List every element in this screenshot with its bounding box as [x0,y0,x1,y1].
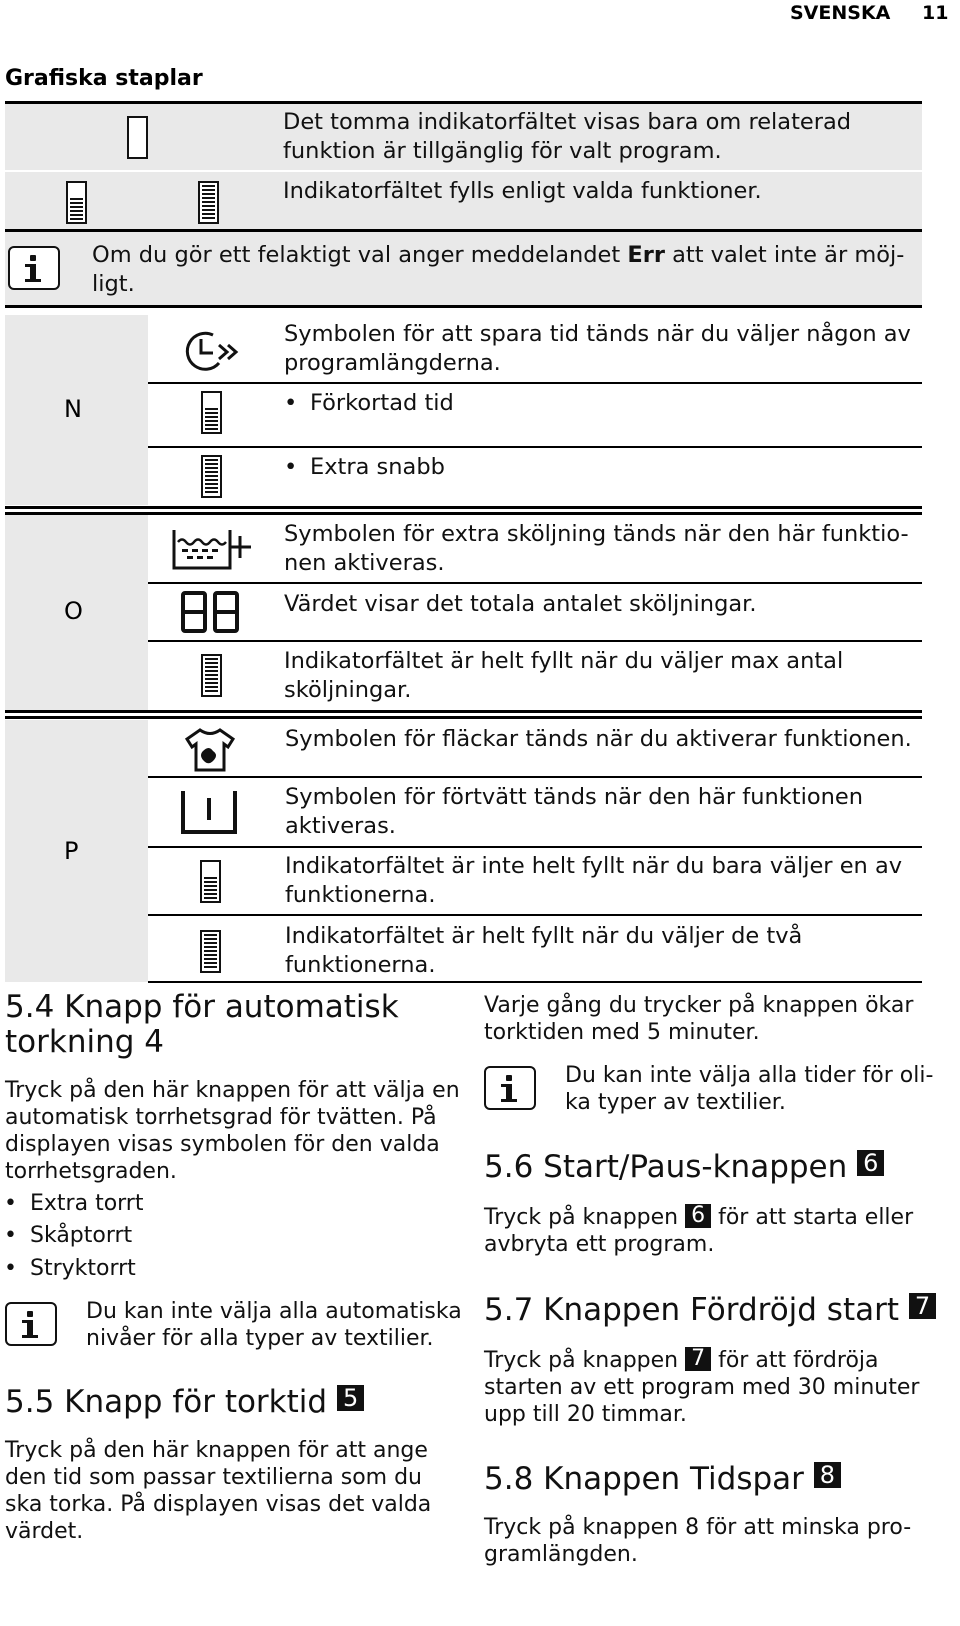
section-5-4-body: Tryck på den här knappen för att välja en automatisk torrhetsgrad för tvätten. På displayen visas symbolen för den valda torrhetsgraden. [5,1078,460,1184]
o-row2-text: Värdet visar det totala antalet sköljningar. [284,591,757,617]
graphic-bars-row1-text: Det tomma indikatorfältet visas bara om relaterad funktion är tillgänglig för valt program. [283,109,852,164]
stain-shirt-icon [184,727,236,773]
section-5-8-heading: 5.8 Knappen Tidspar 8 [484,1462,841,1497]
section-5-4-note: Du kan inte välja alla automatiska nivåer för alla typer av textilier. [86,1299,462,1351]
page-number: 11 [922,2,949,24]
o-row3-text: Indikatorfältet är helt fyllt när du väljer max antal sköljningar. [284,648,844,703]
section-5-5-heading: 5.5 Knapp för torktid 5 [5,1385,364,1420]
o-row1-text: Symbolen för extra sköljning tänds när den här funktio-nen aktiveras. [284,521,909,576]
section-5-7-heading: 5.7 Knappen Fördröjd start 7 [484,1293,936,1328]
bullet-skaptorrt: • Skåptorrt [30,1222,132,1249]
p-row4-text: Indikatorfältet är helt fyllt när du väljer de två funktionerna. [285,923,803,978]
info-icon [484,1066,536,1110]
group-label-n: N [64,395,82,423]
inline-badge-7: 7 [685,1347,711,1371]
bullet-stryktorrt: • Stryktorrt [30,1255,136,1282]
n-row2-text: • Förkortad tid [310,389,454,418]
time-save-icon [183,329,239,375]
section-5-5-continued: Varje gång du trycker på knappen ökar torktiden med 5 minuter. [484,993,914,1045]
p-row1-text: Symbolen för fläckar tänds när du aktiverar funktionen. [285,726,912,752]
info-icon [8,246,60,290]
err-info-text: Om du gör ett felaktigt val anger meddelandet Err att valet inte är möj- ligt. [92,242,905,297]
button-badge-7: 7 [909,1293,936,1319]
full-indicator-icon [201,654,222,697]
n-row3-text: • Extra snabb [310,453,445,482]
full-indicator-icon [200,930,221,973]
button-badge-6: 6 [857,1150,884,1176]
graphic-bars-row2-text: Indikatorfältet fylls enligt valda funktioner. [283,178,762,204]
half-filled-indicator-icon [201,391,222,434]
half-filled-indicator-icon [66,181,87,224]
section-5-6-body: Tryck på knappen 6 för att starta eller avbryta ett program. [484,1203,914,1257]
n-row1-text: Symbolen för att spara tid tänds när du väljer någon av programlängderna. [284,321,911,376]
info-icon [5,1302,57,1346]
full-indicator-icon [201,455,222,498]
p-row3-text: Indikatorfältet är inte helt fyllt när du bara väljer en av funktionerna. [285,853,903,908]
section-5-5-body: Tryck på den här knappen för att ange den tid som passar textilierna som du ska torka. På displayen visas det valda värdet. [5,1438,432,1544]
section-5-6-heading: 5.6 Start/Paus-knappen 6 [484,1150,884,1185]
half-filled-indicator-icon [200,860,221,903]
bullet-extra-torrt: • Extra torrt [30,1190,143,1217]
section-5-5-note: Du kan inte välja alla tider för oli- ka typer av textilier. [565,1063,934,1115]
p-row2-text: Symbolen för förtvätt tänds när den här funktionen aktiveras. [285,784,863,839]
digit-display-icon [180,590,242,636]
section-heading-graphic-bars: Grafiska staplar [5,66,203,91]
section-5-7-body: Tryck på knappen 7 för att fördröja starten av ett program med 30 minuter upp till 20 timmar. [484,1346,920,1427]
group-label-o: O [64,597,83,625]
button-badge-5: 5 [337,1385,364,1411]
section-5-8-body: Tryck på knappen 8 för att minska pro- gramlängden. [484,1515,912,1567]
page-language: SVENSKA [790,2,891,24]
extra-rinse-icon [170,526,252,572]
inline-badge-6: 6 [685,1204,711,1228]
group-label-p: P [64,837,79,865]
prewash-icon [180,788,238,836]
full-indicator-icon [198,181,219,224]
empty-indicator-icon [127,116,148,159]
button-badge-8: 8 [814,1462,841,1488]
err-code: Err [627,242,665,268]
section-5-4-heading: 5.4 Knapp för automatisk torkning 4 [5,989,399,1060]
